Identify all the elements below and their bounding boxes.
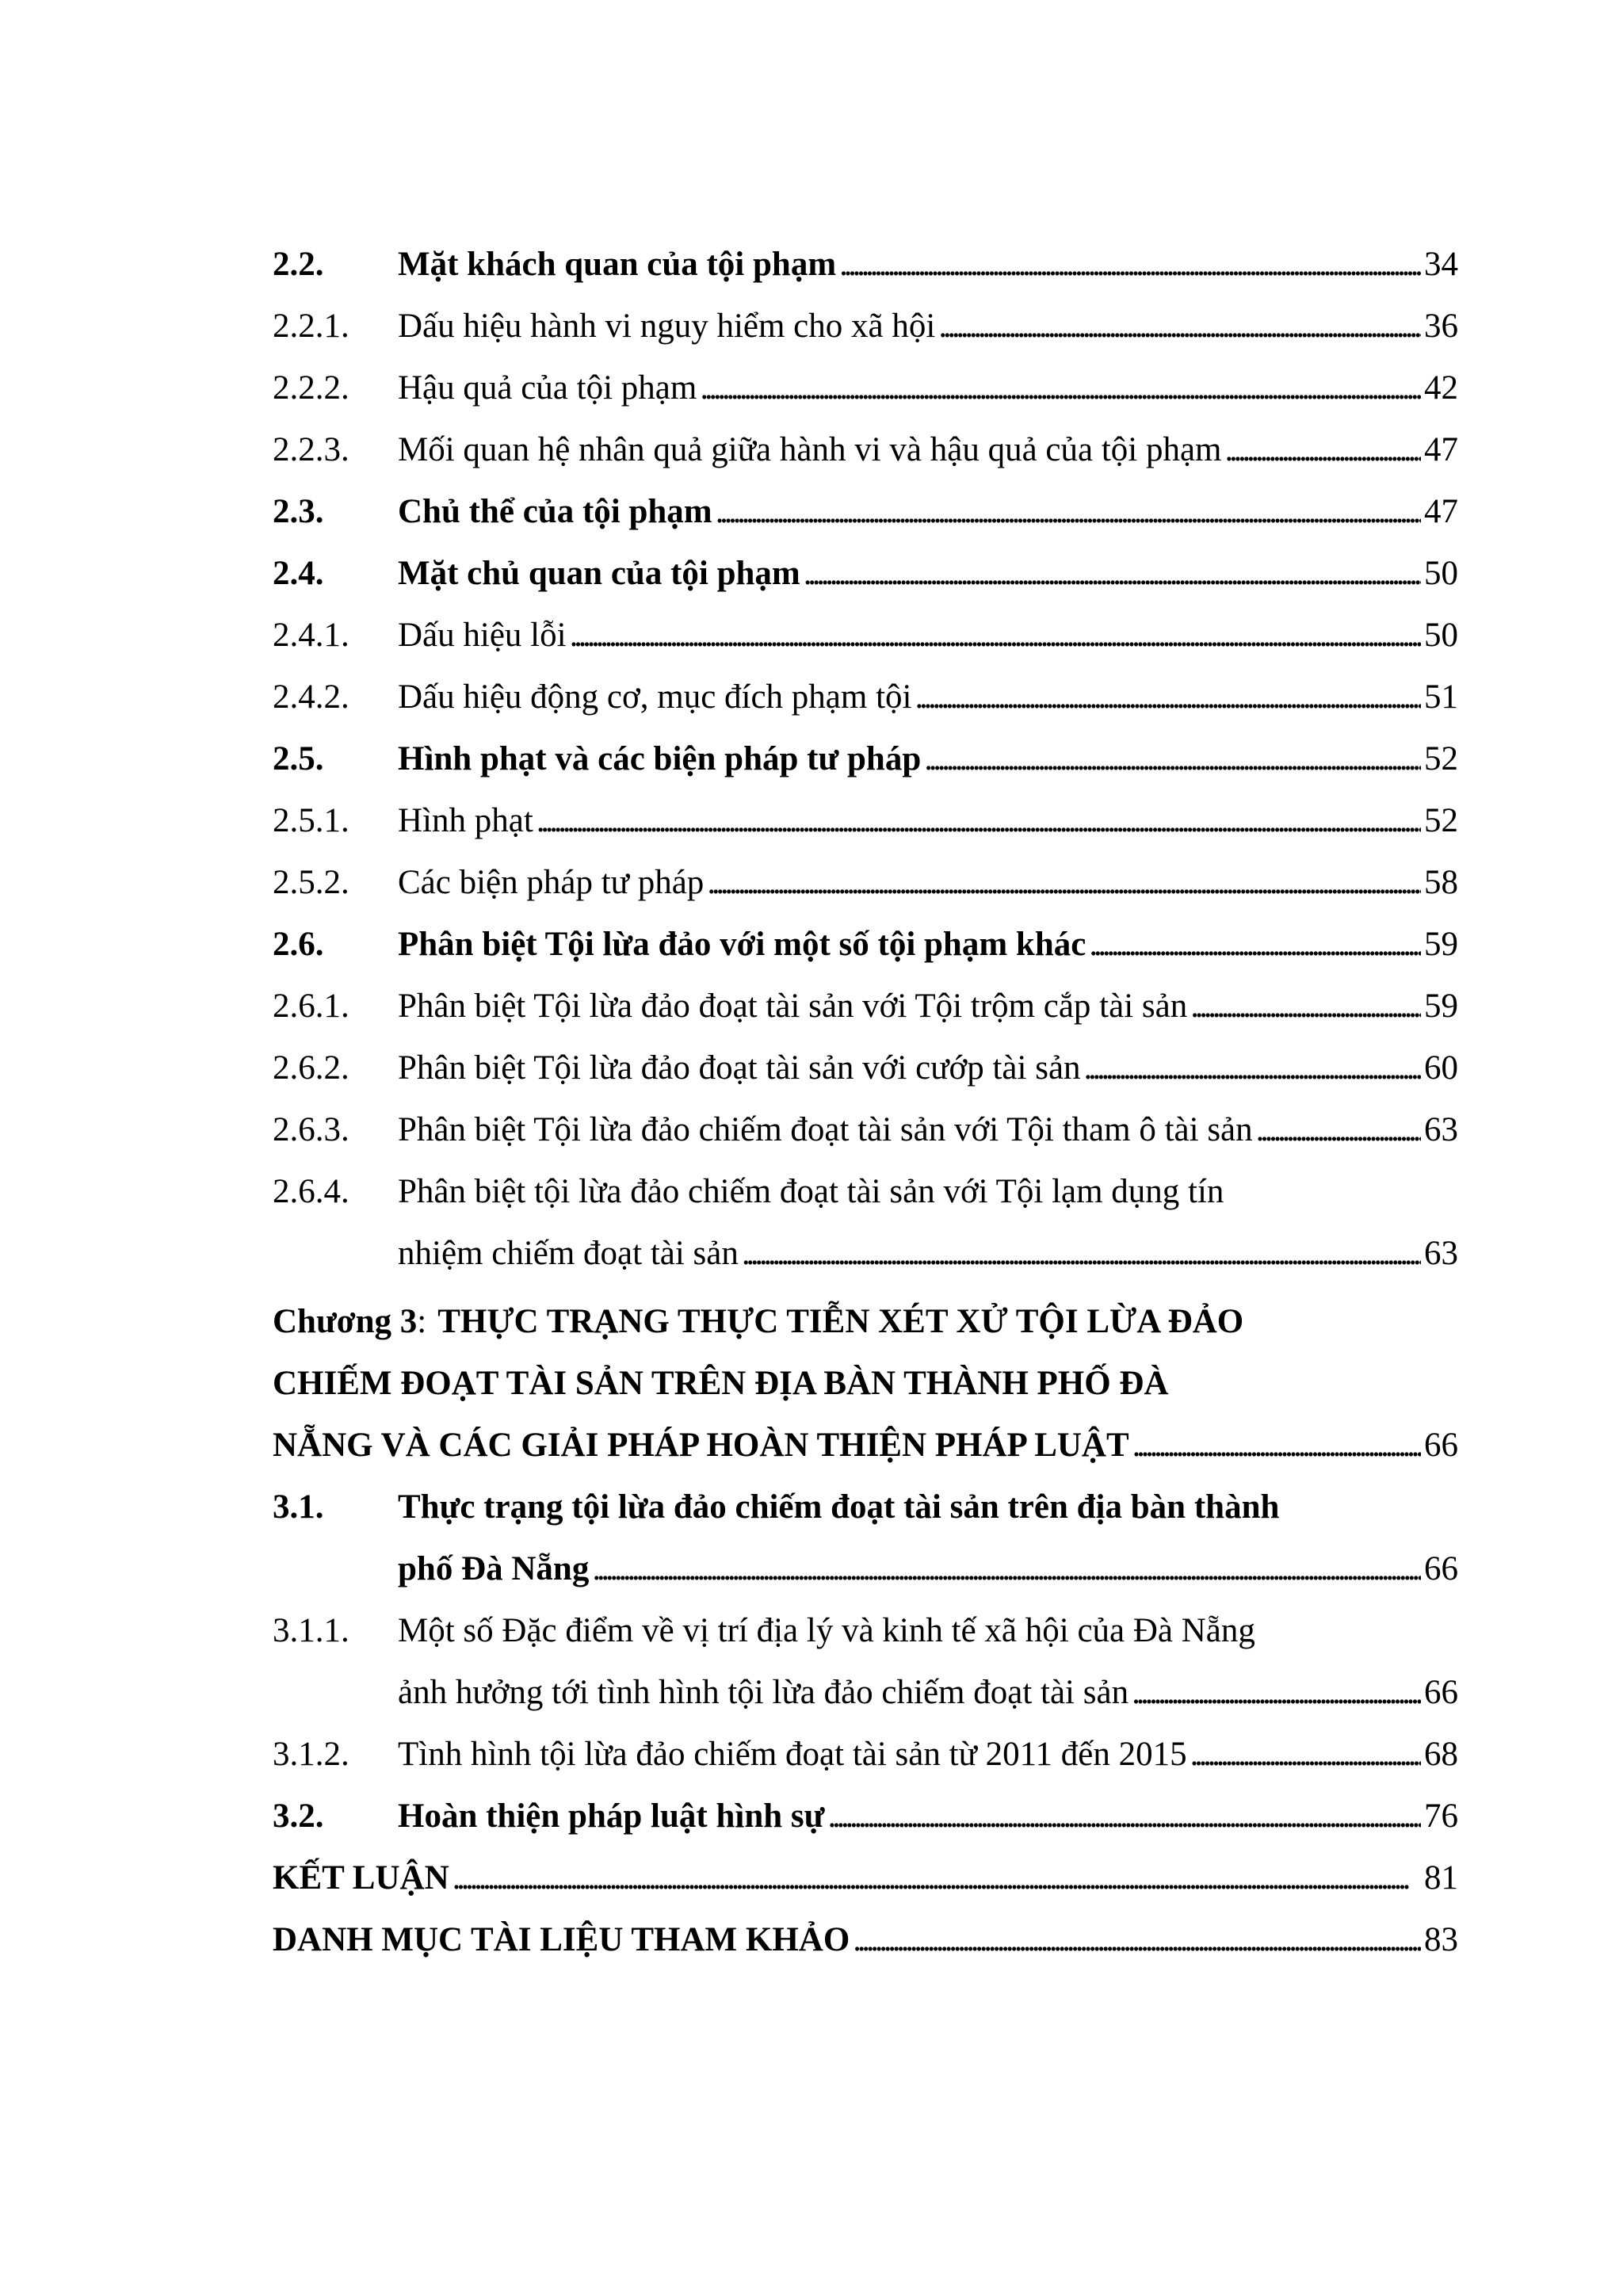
toc-entry-page: 52 — [1424, 740, 1458, 777]
toc-entry-title: Dấu hiệu hành vi nguy hiểm cho xã hội — [398, 308, 936, 345]
toc-entry-title: Mặt chủ quan của tội phạm — [398, 555, 800, 592]
toc-entry[interactable] — [273, 543, 1458, 605]
toc-entry-number: 2.5.2. — [273, 864, 349, 901]
dot-leader — [1089, 914, 1421, 976]
toc-entry-number: 2.2.2. — [273, 369, 349, 407]
toc-entry[interactable] — [273, 667, 1458, 728]
toc-entry-number: 2.4. — [273, 555, 324, 592]
dot-leader — [537, 790, 1421, 852]
toc-entry[interactable] — [273, 357, 1458, 419]
dot-leader — [915, 667, 1422, 728]
toc-entry-title-line1: Một số Đặc điểm về vị trí địa lý và kinh tế xã hội của Đà Nẵng — [398, 1612, 1255, 1649]
dot-leader — [1190, 976, 1421, 1037]
toc-entry[interactable] — [273, 976, 1458, 1037]
toc-entry-title-line1: Phân biệt tội lừa đảo chiếm đoạt tài sản với Tội lạm dụng tín — [398, 1173, 1224, 1210]
dot-leader — [1132, 1662, 1421, 1724]
toc-entry[interactable] — [273, 1477, 1458, 1538]
toc-entry-number: 2.2.1. — [273, 308, 349, 345]
toc-entry-title: KẾT LUẬN — [273, 1859, 449, 1897]
chapter-title-line2: CHIẾM ĐOẠT TÀI SẢN TRÊN ĐỊA BÀN THÀNH PHỐ ĐÀ — [273, 1365, 1169, 1402]
toc-entry-page: 47 — [1424, 493, 1458, 530]
toc-entry[interactable] — [273, 852, 1458, 914]
dot-leader — [592, 1538, 1421, 1600]
toc-entry-title: Mặt khách quan của tội phạm — [398, 246, 837, 283]
toc-chapter-continuation[interactable] — [273, 1353, 1458, 1415]
toc-entry-number: 2.2.3. — [273, 431, 349, 468]
toc-entry-number: 3.1.2. — [273, 1736, 349, 1773]
toc-entry[interactable] — [273, 1847, 1458, 1909]
toc-entry[interactable] — [273, 1786, 1458, 1847]
chapter-title-line3: NẴNG VÀ CÁC GIẢI PHÁP HOÀN THIỆN PHÁP LUẬT — [273, 1427, 1129, 1464]
toc-entry-page: 52 — [1424, 802, 1458, 839]
dot-leader — [700, 357, 1421, 419]
toc-entry-page: 51 — [1424, 678, 1458, 716]
toc-entry[interactable] — [273, 1909, 1458, 1971]
toc-entry-number: 2.5.1. — [273, 802, 349, 839]
dot-leader — [716, 481, 1421, 543]
dot-leader — [827, 1786, 1421, 1847]
toc-entry-title: Hình phạt — [398, 802, 533, 839]
dot-leader — [924, 728, 1421, 790]
toc-entry-title-line1: Thực trạng tội lừa đảo chiếm đoạt tài sản trên địa bàn thành — [398, 1488, 1280, 1526]
dot-leader — [1190, 1724, 1421, 1786]
toc-entry[interactable] — [273, 419, 1458, 481]
dot-leader — [742, 1223, 1421, 1285]
toc-entry[interactable] — [273, 1099, 1458, 1161]
toc-entry-page: 83 — [1424, 1921, 1458, 1958]
toc-entry-page: 63 — [1424, 1111, 1458, 1148]
toc-entry[interactable] — [273, 1600, 1458, 1662]
toc-entry-title: Phân biệt Tội lừa đảo chiếm đoạt tài sản với Tội tham ô tài sản — [398, 1111, 1253, 1148]
toc-entry-page: 58 — [1424, 864, 1458, 901]
chapter-title-line1: THỰC TRẠNG THỰC TIỄN XÉT XỬ TỘI LỪA ĐẢO — [437, 1303, 1244, 1340]
chapter-label: Chương 3 — [273, 1303, 418, 1340]
toc-entry-number: 2.4.1. — [273, 617, 349, 654]
toc-entry-title: Phân biệt Tội lừa đảo đoạt tài sản với cướp tài sản — [398, 1049, 1081, 1087]
toc-entry-title: Chủ thể của tội phạm — [398, 493, 712, 530]
toc-entry-title: Hoàn thiện pháp luật hình sự — [398, 1797, 825, 1835]
toc-entry[interactable] — [273, 296, 1458, 357]
dot-leader — [853, 1909, 1421, 1971]
dot-leader — [804, 543, 1421, 605]
toc-entry-number: 3.1. — [273, 1488, 324, 1526]
dot-leader — [938, 296, 1421, 357]
toc-entry[interactable] — [273, 914, 1458, 976]
table-of-contents — [273, 234, 1458, 1971]
toc-entry-title-line2: nhiệm chiếm đoạt tài sản — [398, 1235, 739, 1272]
chapter-colon: : — [417, 1303, 427, 1340]
toc-chapter-continuation[interactable] — [273, 1415, 1458, 1477]
toc-entry-number: 2.6.4. — [273, 1173, 349, 1210]
toc-chapter-entry[interactable] — [273, 1291, 1458, 1353]
toc-entry-number: 2.2. — [273, 246, 324, 283]
toc-entry-page: 81 — [1424, 1859, 1458, 1897]
toc-entry[interactable] — [273, 605, 1458, 667]
toc-entry[interactable] — [273, 1161, 1458, 1223]
dot-leader — [1225, 419, 1422, 481]
toc-entry-title: Hậu quả của tội phạm — [398, 369, 697, 407]
toc-entry-title: Các biện pháp tư pháp — [398, 864, 705, 901]
toc-entry-page: 36 — [1424, 308, 1458, 345]
toc-entry-title: Phân biệt Tội lừa đảo đoạt tài sản với Tội trộm cắp tài sản — [398, 988, 1188, 1025]
toc-entry-page: 34 — [1424, 246, 1458, 283]
toc-entry-page: 50 — [1424, 555, 1458, 592]
dot-leader — [570, 605, 1421, 667]
dot-leader — [1084, 1037, 1421, 1099]
toc-entry-number: 2.4.2. — [273, 678, 349, 716]
toc-entry-title: Mối quan hệ nhân quả giữa hành vi và hậu quả của tội phạm — [398, 431, 1222, 468]
toc-entry-page: 42 — [1424, 369, 1458, 407]
toc-entry-title: Tình hình tội lừa đảo chiếm đoạt tài sản từ 2011 đến 2015 — [398, 1736, 1187, 1773]
toc-entry-title: Dấu hiệu lỗi — [398, 617, 567, 654]
toc-entry-number: 2.5. — [273, 740, 324, 777]
toc-entry-page: 66 — [1424, 1674, 1458, 1711]
toc-entry-page: 63 — [1424, 1235, 1458, 1272]
dot-leader — [839, 234, 1421, 296]
toc-entry-continuation[interactable] — [273, 1223, 1458, 1285]
toc-entry-page: 50 — [1424, 617, 1458, 654]
toc-entry-continuation[interactable] — [273, 1662, 1458, 1724]
toc-entry-title: Hình phạt và các biện pháp tư pháp — [398, 740, 922, 777]
toc-entry-title: DANH MỤC TÀI LIỆU THAM KHẢO — [273, 1921, 850, 1958]
toc-entry-number: 2.6. — [273, 926, 324, 963]
dot-leader — [1256, 1099, 1421, 1161]
toc-entry[interactable] — [273, 728, 1458, 790]
toc-entry-page: 66 — [1424, 1427, 1458, 1464]
toc-entry-number: 3.1.1. — [273, 1612, 349, 1649]
toc-entry-number: 3.2. — [273, 1797, 324, 1835]
toc-entry[interactable] — [273, 790, 1458, 852]
toc-entry-continuation[interactable] — [273, 1538, 1458, 1600]
toc-entry-page: 60 — [1424, 1049, 1458, 1087]
dot-leader — [707, 852, 1421, 914]
toc-entry-number: 2.6.1. — [273, 988, 349, 1025]
toc-entry-page: 47 — [1424, 431, 1458, 468]
dot-leader — [1132, 1415, 1421, 1477]
toc-entry-title: Phân biệt Tội lừa đảo với một số tội phạm khác — [398, 926, 1086, 963]
toc-entry-title-line2: phố Đà Nẵng — [398, 1550, 590, 1587]
toc-entry[interactable] — [273, 481, 1458, 543]
toc-entry-page: 59 — [1424, 926, 1458, 963]
toc-entry-number: 2.3. — [273, 493, 324, 530]
toc-entry-title-line2: ảnh hưởng tới tình hình tội lừa đảo chiếm đoạt tài sản — [398, 1674, 1129, 1711]
toc-entry-number: 2.6.2. — [273, 1049, 349, 1087]
toc-entry-title: Dấu hiệu động cơ, mục đích phạm tội — [398, 678, 912, 716]
toc-entry-page: 66 — [1424, 1550, 1458, 1587]
toc-entry-page: 76 — [1424, 1797, 1458, 1835]
toc-entry[interactable] — [273, 1724, 1458, 1786]
toc-entry[interactable] — [273, 234, 1458, 296]
toc-entry-number: 2.6.3. — [273, 1111, 349, 1148]
dot-leader — [453, 1847, 1421, 1909]
toc-entry[interactable] — [273, 1037, 1458, 1099]
toc-entry-page: 59 — [1424, 988, 1458, 1025]
toc-entry-page: 68 — [1424, 1736, 1458, 1773]
